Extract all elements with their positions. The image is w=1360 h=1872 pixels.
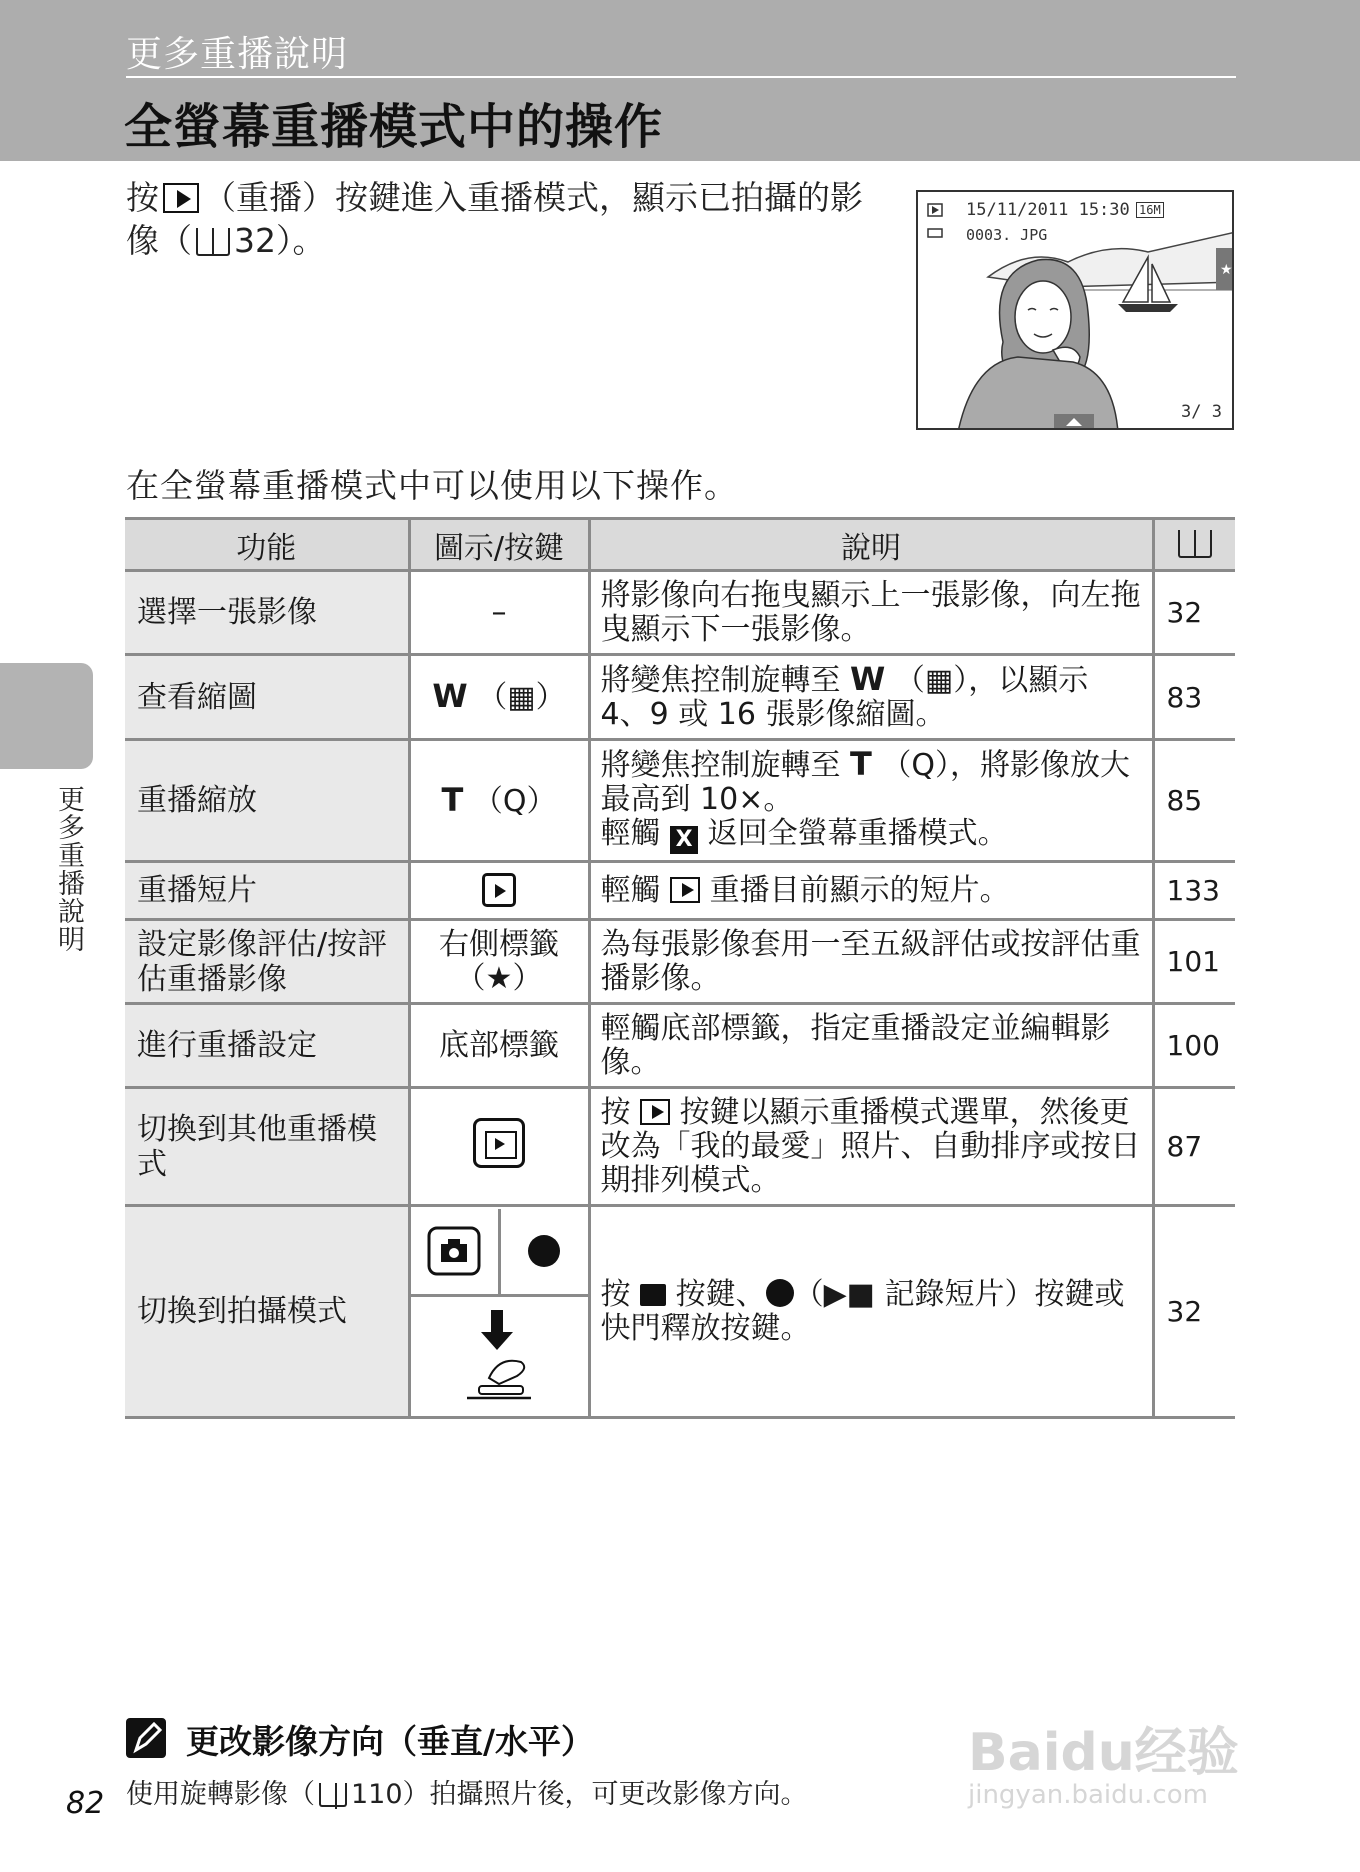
book-ref-icon [319, 1783, 347, 1807]
table-row [125, 1004, 1235, 1088]
movie-play-icon [482, 873, 516, 907]
movie-record-icon [766, 1279, 794, 1307]
shutter-cell [411, 1297, 588, 1415]
camera-icon [640, 1284, 666, 1306]
row-description [589, 862, 1153, 920]
header-band [0, 0, 1360, 161]
shutter-press-icon [459, 1306, 539, 1406]
book-ref-icon [1178, 530, 1212, 558]
note-title: 更改影像方向（垂直/水平） [186, 1722, 595, 1761]
row-description [589, 655, 1153, 740]
shooting-key-cell [411, 1209, 501, 1294]
preview-filename: 0003. JPG [966, 226, 1048, 244]
row-icon: T （Q） [409, 740, 589, 862]
desc-part: 按鍵、 [675, 1276, 766, 1312]
row-ref: 133 [1153, 862, 1235, 920]
watermark-brand: Baidu经验 [968, 1723, 1239, 1783]
camera-preview [916, 190, 1234, 430]
zoom-w-letter: W [850, 660, 886, 698]
playback-key-icon [640, 1099, 670, 1125]
side-tab-label: 更多重播說明 [53, 785, 84, 953]
row-icon [409, 1088, 589, 1206]
row-function: 設定影像評估/按評估重播影像 [125, 920, 409, 1004]
row-function: 重播短片 [125, 862, 409, 920]
header-function: 功能 [125, 519, 409, 571]
header-reference [1153, 519, 1235, 571]
note-text [126, 1772, 808, 1811]
row-function: 切換到其他重播模式 [125, 1088, 409, 1206]
preview-counter: 3/ 3 [1181, 402, 1222, 422]
intro-part3: ）。 [276, 221, 326, 260]
note-ref: 110 [351, 1779, 403, 1810]
intro-part1: 按 [126, 178, 159, 217]
zoom-w-letter: W [432, 677, 468, 715]
section-title: 更多重播說明 [126, 34, 349, 75]
movie-play-icon [670, 877, 700, 903]
zoom-t-letter: T [441, 780, 464, 819]
thumbnail-icon: ▦ [507, 680, 536, 715]
row-function: 查看縮圖 [125, 655, 409, 740]
table-row [125, 571, 1235, 655]
row-icon [409, 1206, 589, 1418]
row-icon: W （▦） [409, 655, 589, 740]
desc-part: （Q），將影像放大最高到 10×。 [600, 748, 1131, 817]
row-function: 重播縮放 [125, 740, 409, 862]
svg-text:★: ★ [1220, 262, 1233, 278]
desc-part: 輕觸 [600, 872, 661, 908]
row-description: 輕觸底部標籤，指定重播設定並編輯影像。 [589, 1004, 1153, 1088]
zoom-t-letter: T [850, 745, 872, 783]
desc-part: 按 [600, 1094, 631, 1130]
row-icon [409, 920, 589, 1004]
row-icon [409, 862, 589, 920]
preview-size-icon: 16M [1136, 202, 1164, 218]
table-row [125, 1206, 1235, 1418]
row-function: 選擇一張影像 [125, 571, 409, 655]
desc-part: 按 [600, 1276, 631, 1312]
note-part: ）拍攝照片後，可更改影像方向。 [402, 1779, 808, 1810]
camera-key-icon [426, 1225, 482, 1277]
page-title: 全螢幕重播模式中的操作 [124, 99, 664, 155]
close-x-icon: X [670, 826, 698, 854]
side-tab[interactable] [0, 663, 93, 769]
row-ref: 101 [1153, 920, 1235, 1004]
row-description: 為每張影像套用一至五級評估或按評估重播影像。 [589, 920, 1153, 1004]
watermark [968, 1680, 1288, 1820]
table-row [125, 862, 1235, 920]
desc-part: （▦），以顯示 4、9 或 16 張影像縮圖。 [600, 663, 1089, 732]
desc-part: 重播目前顯示的短片。 [709, 872, 1010, 908]
row-ref: 87 [1153, 1088, 1235, 1206]
movie-icon: ▶■ [823, 1276, 876, 1312]
row-icon: – [409, 571, 589, 655]
page-number: 82 [66, 1786, 105, 1821]
table-header-row [125, 519, 1235, 571]
movie-record-cell [501, 1209, 588, 1294]
table-row [125, 740, 1235, 862]
operations-table [125, 517, 1235, 1419]
watermark-url: jingyan.baidu.com [968, 1780, 1208, 1810]
desc-part: 將變焦控制旋轉至 [600, 748, 841, 783]
note-pencil-icon [126, 1718, 166, 1758]
row-description [589, 1088, 1153, 1206]
note-part: 使用旋轉影像（ [126, 1779, 315, 1810]
icon-text: 右側標籤 [439, 926, 559, 962]
desc-part: 記錄短片）按鍵或快門釋放按鍵。 [600, 1276, 1125, 1346]
row-ref: 83 [1153, 655, 1235, 740]
desc-part: 將變焦控制旋轉至 [600, 663, 841, 698]
row-ref: 100 [1153, 1004, 1235, 1088]
header-description: 說明 [589, 519, 1153, 571]
row-icon: 底部標籤 [409, 1004, 589, 1088]
subintro-text: 在全螢幕重播模式中可以使用以下操作。 [126, 466, 738, 505]
row-function: 進行重播設定 [125, 1004, 409, 1088]
table-row [125, 655, 1235, 740]
intro-ref: 32 [234, 221, 276, 260]
desc-part: 返回全螢幕重播模式。 [707, 816, 1008, 851]
row-description: 將影像向右拖曳顯示上一張影像，向左拖曳顯示下一張影像。 [589, 571, 1153, 655]
movie-record-icon [528, 1235, 560, 1267]
row-ref: 32 [1153, 571, 1235, 655]
row-description [589, 740, 1153, 862]
book-ref-icon [196, 228, 230, 256]
row-ref: 32 [1153, 1206, 1235, 1418]
star-icon: （★） [455, 960, 543, 996]
header-icon: 圖示/按鍵 [409, 519, 589, 571]
playback-mode-key-icon [473, 1118, 525, 1168]
row-function: 切換到拍攝模式 [125, 1206, 409, 1418]
playback-key-icon [163, 183, 199, 213]
desc-part: （ [793, 1276, 824, 1312]
preview-datetime: 15/11/2011 15:30 [966, 200, 1130, 220]
desc-part: 輕觸 [600, 816, 661, 851]
row-description [589, 1206, 1153, 1418]
magnify-icon: Q [502, 783, 527, 819]
table-row [125, 920, 1235, 1004]
table-row [125, 1088, 1235, 1206]
intro-text [126, 176, 886, 262]
intro-part2: （重播）按鍵進入重播模式，顯示已拍攝的影像（ [126, 178, 863, 260]
desc-part: 按鍵以顯示重播模式選單，然後更改為「我的最愛」照片、自動排序或按日期排列模式。 [600, 1094, 1141, 1198]
header-divider [126, 76, 1236, 78]
row-ref: 85 [1153, 740, 1235, 862]
